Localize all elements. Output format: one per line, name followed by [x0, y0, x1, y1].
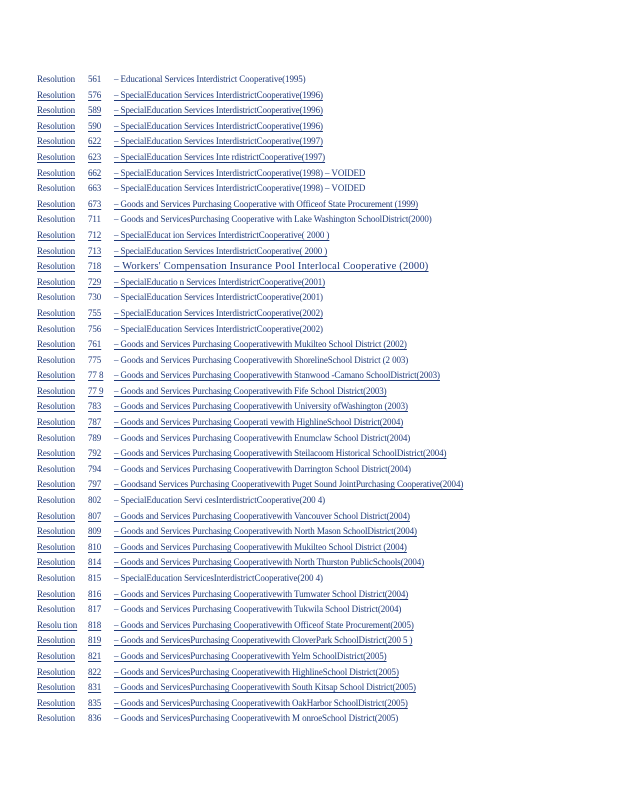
resolution-title: – Goods and Services Purchasing Cooperativewith Tukwila School District(2004)	[114, 604, 402, 615]
resolution-link[interactable]	[37, 197, 597, 213]
resolution-link[interactable]	[37, 337, 597, 353]
resolution-link[interactable]	[37, 228, 597, 244]
resolution-link[interactable]	[37, 119, 597, 135]
resolution-number: 836	[88, 713, 102, 724]
resolution-number: 718	[88, 261, 102, 272]
resolution-number: 756	[88, 323, 102, 334]
resolution-number: 730	[88, 292, 102, 303]
resolution-number: 77 8	[88, 370, 104, 381]
resolution-label: Resolution	[37, 448, 76, 459]
resolution-title: – Goods and Services Purchasing Cooperativewith Mukilteo School District (2002)	[114, 339, 407, 350]
resolution-link[interactable]	[37, 103, 597, 119]
resolution-title: – SpecialEducation Services InterdistrictCooperative(1997)	[114, 136, 323, 147]
resolution-number: 755	[88, 307, 102, 318]
resolution-title: – SpecialEducation Services InterdistrictCooperative(1996)	[114, 120, 323, 131]
resolution-number: 662	[88, 167, 102, 178]
resolution-label: Resolution	[37, 339, 76, 350]
resolution-link[interactable]	[37, 633, 597, 649]
resolution-label: Resolution	[37, 136, 76, 147]
resolution-label: Resolution	[37, 666, 76, 677]
resolution-number: 589	[88, 105, 102, 116]
resolution-title: – Goods and ServicesPurchasing Cooperativewith OakHarbor SchoolDistrict(2005)	[114, 697, 408, 708]
resolution-title: – Goods and Services Purchasing Cooperativewith Tumwater School District(2004)	[114, 588, 409, 599]
resolution-number: 802	[88, 495, 102, 506]
resolution-label: Resolution	[37, 151, 76, 162]
resolution-label: Resolution	[37, 573, 76, 583]
resolution-number: 815	[88, 573, 102, 583]
resolution-number: 794	[88, 463, 102, 474]
resolution-label: Resolution	[37, 292, 76, 303]
resolution-title: – SpecialEducation Services InterdistrictCooperative(1996)	[114, 89, 323, 100]
resolution-entry	[37, 711, 597, 727]
resolution-label: Resolution	[37, 541, 76, 552]
resolution-entry	[37, 322, 597, 338]
resolution-title: – SpecialEducation Servi cesInterdistrictCooperative(200 4)	[114, 495, 326, 506]
resolution-title: – SpecialEducatio n Services InterdistrictCooperative(2001)	[114, 276, 326, 287]
resolution-label: Resolution	[37, 276, 76, 287]
resolution-number: 622	[88, 136, 102, 147]
resolution-number: 810	[88, 541, 102, 552]
resolution-entry	[37, 431, 597, 447]
resolution-number: 787	[88, 417, 102, 428]
resolution-label: Resolution	[37, 713, 76, 724]
resolution-label: Resolution	[37, 89, 76, 100]
resolution-link[interactable]	[37, 244, 597, 260]
resolution-number: 623	[88, 151, 102, 162]
resolution-title: – Goods and ServicesPurchasing Cooperativewith South Kitsap School District(2005)	[114, 682, 416, 693]
resolution-link[interactable]	[37, 696, 597, 712]
resolution-title: – SpecialEducation Services InterdistrictCooperative(1998) – VOIDED	[114, 167, 366, 178]
resolution-label: Resolution	[37, 650, 76, 661]
resolution-number: 729	[88, 276, 102, 287]
resolution-entry	[37, 462, 597, 478]
resolution-label: Resolution	[37, 604, 76, 615]
resolution-title: – Goods and Services Purchasing Cooperativewith Mukilteo School District (2004)	[114, 541, 407, 552]
resolution-title: – Goods and Services Purchasing Cooperativewith Stanwood -Camano SchoolDistrict(2003)	[114, 370, 440, 381]
resolution-link[interactable]	[37, 509, 597, 525]
resolution-link[interactable]	[37, 665, 597, 681]
resolution-number: 663	[88, 183, 102, 194]
resolution-link[interactable]	[37, 368, 597, 384]
resolution-number: 817	[88, 604, 102, 615]
resolution-label: Resolution	[37, 401, 76, 412]
resolution-number: 835	[88, 697, 102, 708]
resolution-label: Resolution	[37, 167, 76, 178]
resolution-number: 673	[88, 198, 102, 209]
resolution-title: – SpecialEducation Services InterdistrictCooperative(2002)	[114, 323, 323, 334]
resolution-number: 789	[88, 432, 102, 443]
resolution-link[interactable]	[37, 306, 597, 322]
resolution-title: – Goods and ServicesPurchasing Cooperativewith M onroeSchool District(2005)	[114, 713, 399, 724]
resolution-link[interactable]	[37, 477, 597, 493]
resolution-number: 822	[88, 666, 102, 677]
resolution-title: – Goods and Services Purchasing Cooperativewith Officeof State Procurement(2005)	[114, 619, 414, 630]
resolution-number: 819	[88, 635, 102, 646]
resolution-title: – SpecialEducation Services InterdistrictCooperative(2001)	[114, 292, 323, 303]
resolution-title: – Goods and Services Purchasing Cooperativewith Fife School District(2003)	[114, 385, 387, 396]
resolution-label: Resolution	[37, 417, 76, 428]
resolution-label: Resolution	[37, 697, 76, 708]
resolution-link[interactable]	[37, 524, 597, 540]
resolution-title: – Goods and Services Purchasing Cooperativewith Vancouver School District(2004)	[114, 510, 410, 521]
resolution-title: – SpecialEducation Services InterdistrictCooperative( 2000 )	[114, 245, 328, 256]
resolution-number: 821	[88, 650, 102, 661]
resolution-label: Resolution	[37, 635, 76, 646]
resolution-title: – SpecialEducat ion Services InterdistrictCooperative( 2000 )	[114, 229, 330, 240]
resolution-link[interactable]	[37, 259, 597, 275]
resolution-number: 831	[88, 682, 102, 693]
resolution-link[interactable]	[37, 384, 597, 400]
resolution-link[interactable]	[37, 88, 597, 104]
resolution-label: Resolution	[37, 307, 76, 318]
resolution-label: Resolution	[37, 354, 76, 365]
resolution-entry	[37, 493, 597, 509]
resolution-entry	[37, 571, 597, 587]
resolution-link[interactable]	[37, 618, 597, 634]
resolution-title: – Goods and ServicesPurchasing Cooperative with Lake Washington SchoolDistrict(2000)	[114, 214, 432, 225]
resolution-title: – Goods and ServicesPurchasing Cooperativewith HighlineSchool District(2005)	[114, 666, 399, 677]
resolution-link[interactable]	[37, 150, 597, 166]
resolution-label: Resolution	[37, 479, 76, 490]
resolution-link[interactable]	[37, 587, 597, 603]
resolution-title: – SpecialEducation Services InterdistrictCooperative(2002)	[114, 307, 323, 318]
resolution-title: – Goods and Services Purchasing Cooperati vewith HighlineSchool District(2004)	[114, 417, 404, 428]
resolution-number: 814	[88, 557, 102, 568]
resolution-label: Resolution	[37, 261, 76, 272]
resolution-number: 809	[88, 526, 102, 537]
resolution-link[interactable]	[37, 275, 597, 291]
resolution-title: – SpecialEducation Services Inte rdistrictCooperative(1997)	[114, 151, 326, 162]
resolution-entry	[37, 72, 597, 88]
resolution-number: 576	[88, 89, 102, 100]
resolution-label: Resolution	[37, 385, 76, 396]
resolution-title: – Goods and ServicesPurchasing Cooperativewith CloverPark SchoolDistrict(200 5 )	[114, 635, 413, 646]
resolution-title: – Goods and Services Purchasing Cooperativewith University ofWashington (2003)	[114, 401, 408, 412]
resolution-entry	[37, 290, 597, 306]
resolution-link[interactable]	[37, 134, 597, 150]
resolution-label: Resolution	[37, 105, 76, 116]
resolution-label: Resolution	[37, 682, 76, 693]
resolution-link[interactable]	[37, 555, 597, 571]
resolution-title: – Goods and Services Purchasing Cooperativewith North Thurston PublicSchools(2004)	[114, 557, 425, 568]
resolution-title: – Goods and Services Purchasing Cooperative with Officeof State Procurement (1999)	[114, 198, 419, 209]
resolution-title: – SpecialEducation Services InterdistrictCooperative(1996)	[114, 105, 323, 116]
resolution-number: 818	[88, 619, 102, 630]
resolution-title: – SpecialEducation ServicesInterdistrictCooperative(200 4)	[114, 573, 323, 583]
resolution-label: Resolution	[37, 495, 76, 506]
resolution-title: – Workers' Compensation Insurance Pool Interlocal Cooperative (2000)	[114, 261, 429, 273]
resolution-label: Resolution	[37, 588, 76, 599]
resolution-number: 816	[88, 588, 102, 599]
resolution-link[interactable]	[37, 680, 597, 696]
resolution-number: 590	[88, 120, 102, 131]
resolution-link[interactable]	[37, 540, 597, 556]
resolution-number: 761	[88, 339, 102, 350]
resolution-label: Resolution	[37, 74, 76, 84]
resolution-number: 77 9	[88, 385, 104, 396]
resolution-label: Resolution	[37, 463, 76, 474]
resolution-label: Resolution	[37, 557, 76, 568]
resolution-entry	[37, 353, 597, 369]
resolution-label: Resolu tion	[37, 619, 78, 630]
resolution-number: 797	[88, 479, 102, 490]
resolution-label: Resolution	[37, 510, 76, 521]
resolution-number: 711	[88, 214, 101, 225]
resolution-title: – Goodsand Services Purchasing Cooperativewith Puget Sound JointPurchasing Cooperative(2004)	[114, 479, 464, 490]
resolution-label: Resolution	[37, 183, 76, 194]
resolution-number: 775	[88, 354, 102, 365]
resolution-link[interactable]	[37, 446, 597, 462]
resolution-entry	[37, 212, 597, 228]
resolution-title: – Goods and Services Purchasing Cooperativewith Darrington School District(2004)	[114, 463, 411, 474]
resolution-link[interactable]	[37, 415, 597, 431]
resolution-label: Resolution	[37, 120, 76, 131]
resolution-label: Resolution	[37, 370, 76, 381]
resolution-number: 783	[88, 401, 102, 412]
resolution-title: – Goods and Services Purchasing Cooperativewith North Mason SchoolDistrict(2004)	[114, 526, 417, 537]
resolution-list	[37, 72, 597, 727]
resolution-label: Resolution	[37, 245, 76, 256]
resolution-label: Resolution	[37, 323, 76, 334]
resolution-label: Resolution	[37, 432, 76, 443]
resolution-label: Resolution	[37, 229, 76, 240]
resolution-label: Resolution	[37, 198, 76, 209]
resolution-number: 807	[88, 510, 102, 521]
resolution-number: 561	[88, 74, 102, 84]
resolution-title: – Educational Services Interdistrict Cooperative(1995)	[114, 74, 306, 84]
resolution-entry	[37, 181, 597, 197]
resolution-entry	[37, 602, 597, 618]
resolution-title: – Goods and Services Purchasing Cooperativewith Enumclaw School District(2004)	[114, 432, 411, 443]
resolution-title: – SpecialEducation Services InterdistrictCooperative(1998) – VOIDED	[114, 183, 366, 194]
resolution-link[interactable]	[37, 166, 597, 182]
resolution-link[interactable]	[37, 399, 597, 415]
resolution-number: 792	[88, 448, 102, 459]
resolution-title: – Goods and ServicesPurchasing Cooperativewith Yelm SchoolDistrict(2005)	[114, 650, 387, 661]
resolution-title: – Goods and Services Purchasing Cooperativewith Steilacoom Historical SchoolDistrict(2004)	[114, 448, 447, 459]
resolution-number: 712	[88, 229, 102, 240]
resolution-label: Resolution	[37, 214, 76, 225]
resolution-link[interactable]	[37, 649, 597, 665]
resolution-label: Resolution	[37, 526, 76, 537]
resolution-title: – Goods and Services Purchasing Cooperativewith ShorelineSchool District (2 003)	[114, 354, 409, 365]
resolution-number: 713	[88, 245, 102, 256]
